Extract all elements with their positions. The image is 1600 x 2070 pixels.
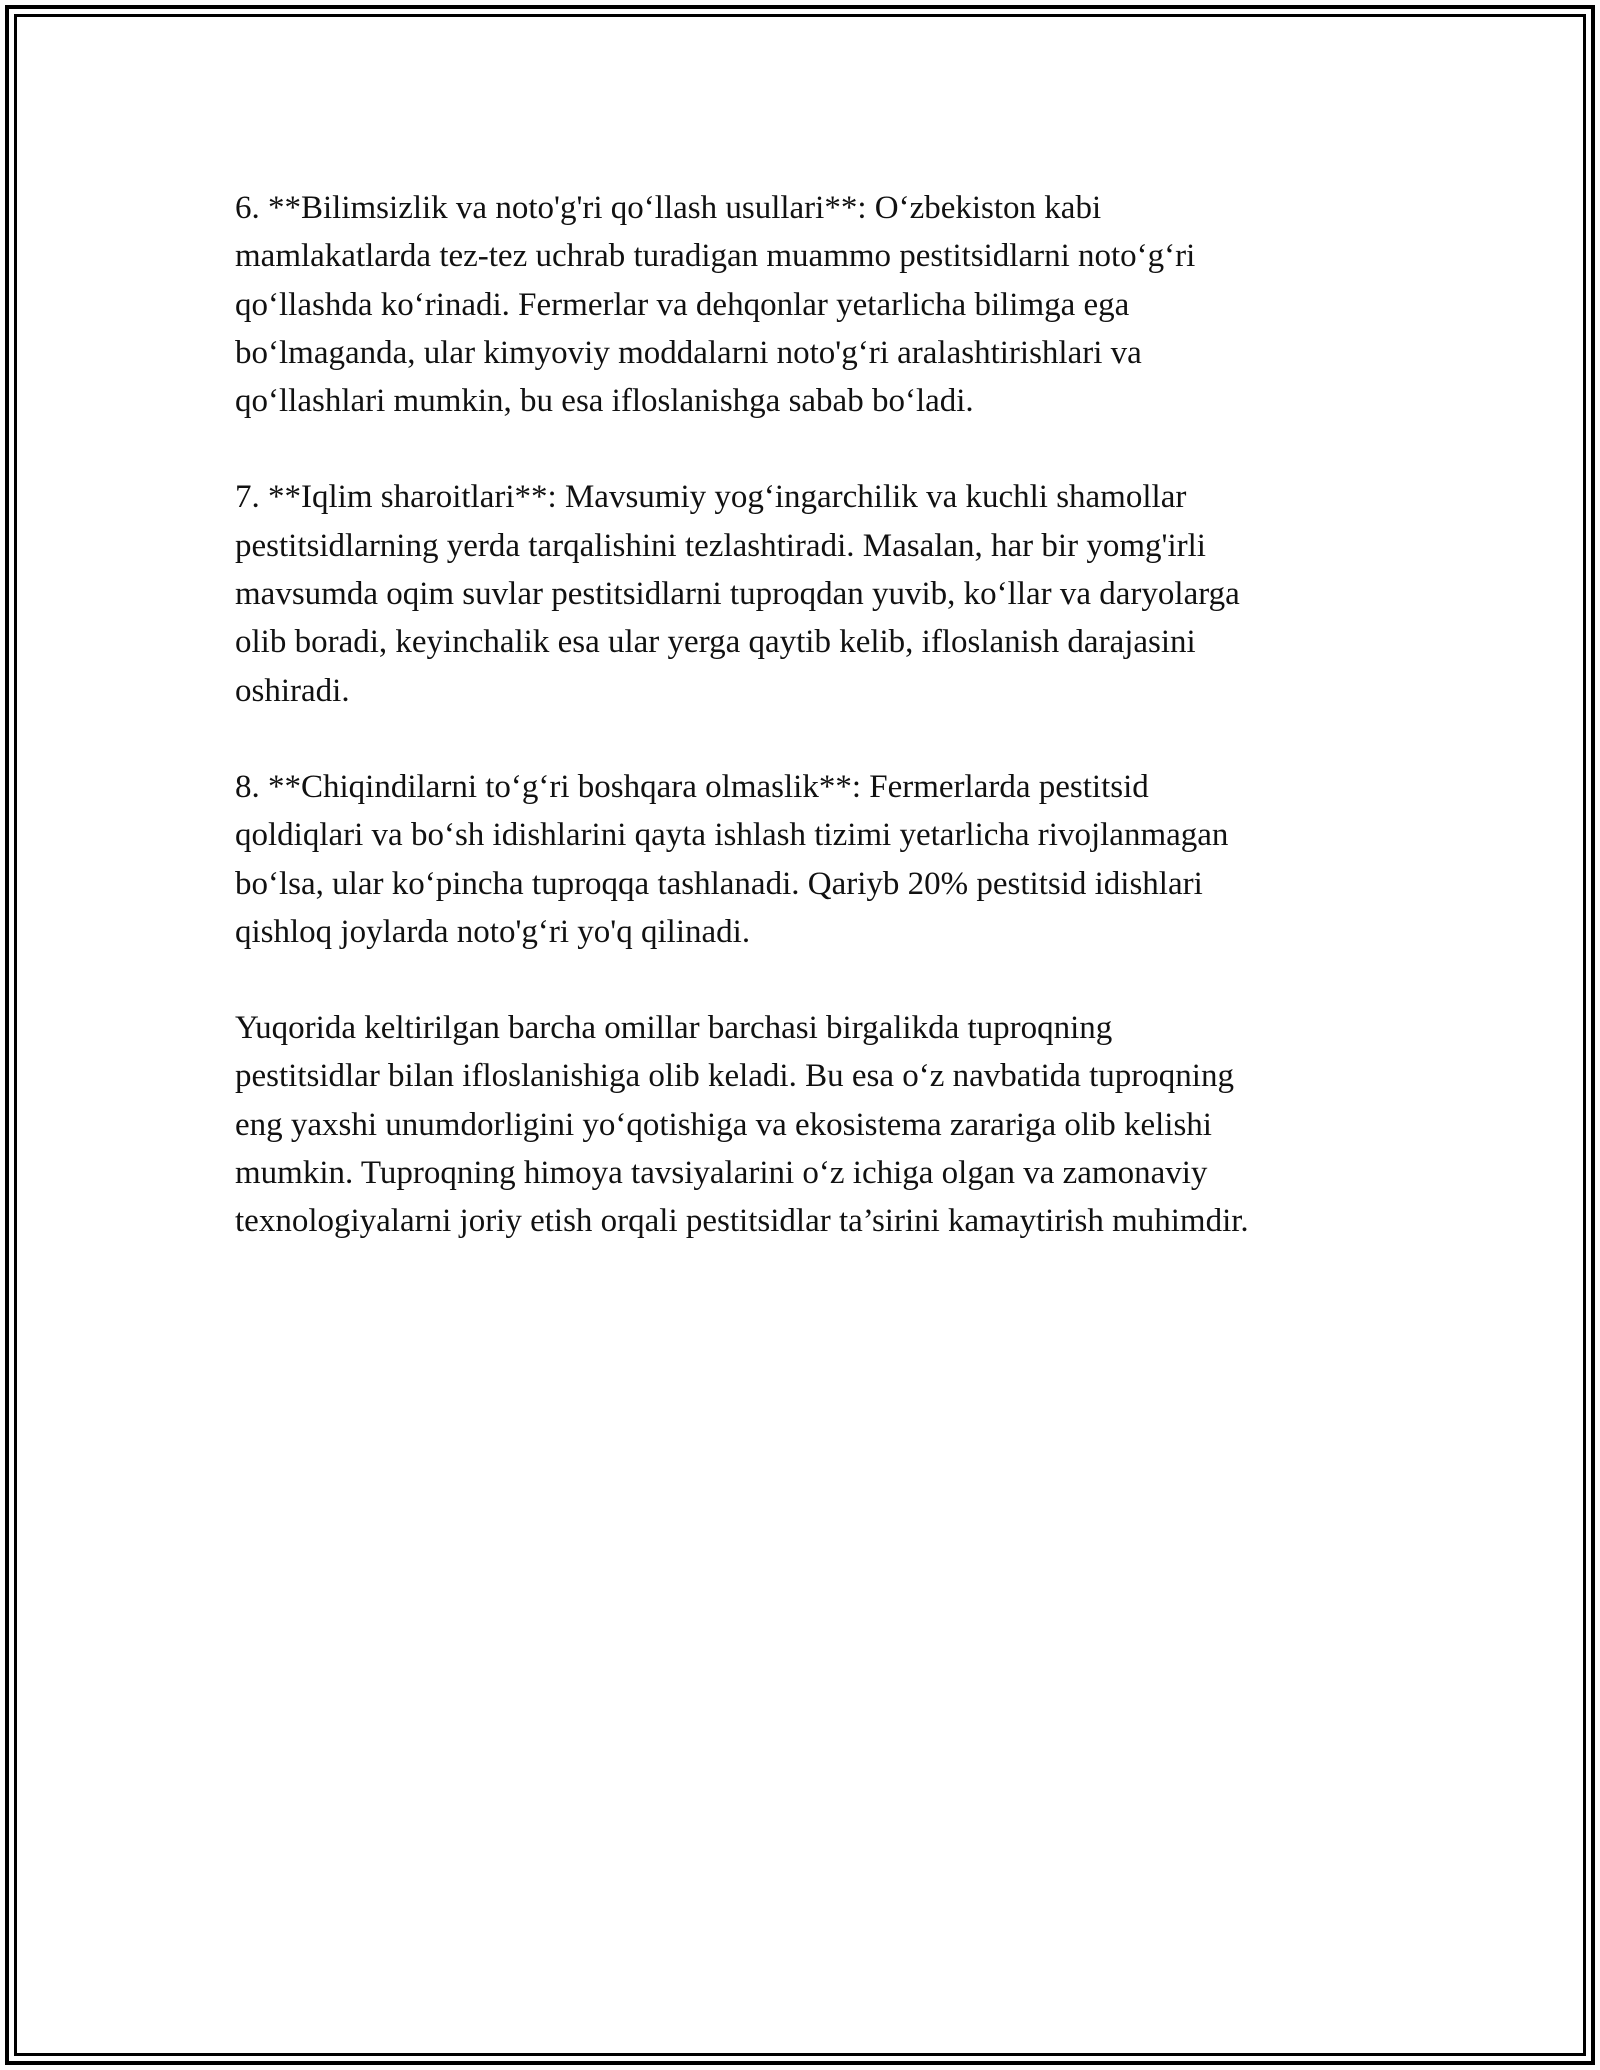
paragraph-conclusion: Yuqorida keltirilgan barcha omillar barchasi birgalikda tuproqning pestitsidlar bilan ifloslanishiga olib keladi. Bu esa o‘z navbatida tuproqning eng yaxshi unumdorligini yo‘qotishiga va ekosistema zarariga olib kelishi mumkin. Tuproqning himoya tavsiyalarini o‘z ichiga olgan va zamonaviy texnologiyalarni joriy etish orqali pestitsidlar ta’sirini kamaytirish muhimdir. [235, 1010, 1249, 1240]
document-body [235, 184, 1395, 1294]
paragraph-item-7: 7. **Iqlim sharoitlari**: Mavsumiy yog‘ingarchilik va kuchli shamollar pestitsidlarning yerda tarqalishini tezlashtiradi. Masalan, har bir yomg'irli mavsumda oqim suvlar pestitsidlarni tuproqdan yuvib, ko‘llar va daryolarga olib boradi, keyinchalik esa ular yerga qaytib kelib, ifloslanish darajasini oshiradi. [235, 479, 1240, 709]
paragraph-item-8: 8. **Chiqindilarni to‘g‘ri boshqara olmaslik**: Fermerlarda pestitsid qoldiqlari va bo‘sh idishlarini qayta ishlash tizimi yetarlicha rivojlanmagan bo‘lsa, ular ko‘pincha tuproqqa tashlanadi. Qariyb 20% pestitsid idishlari qishloq joylarda noto'g‘ri yo'q qilinadi. [235, 768, 1229, 950]
paragraph-item-6: 6. **Bilimsizlik va noto'g'ri qo‘llash usullari**: O‘zbekiston kabi mamlakatlarda tez-tez uchrab turadigan muammo pestitsidlarni noto‘g‘ri qo‘llashda ko‘rinadi. Fermerlar va dehqonlar yetarlicha bilimga ega bo‘lmaganda, ular kimyoviy moddalarni noto'g‘ri aralashtirishlari va qo‘llashlari mumkin, bu esa ifloslanishga sabab bo‘ladi. [235, 190, 1196, 420]
